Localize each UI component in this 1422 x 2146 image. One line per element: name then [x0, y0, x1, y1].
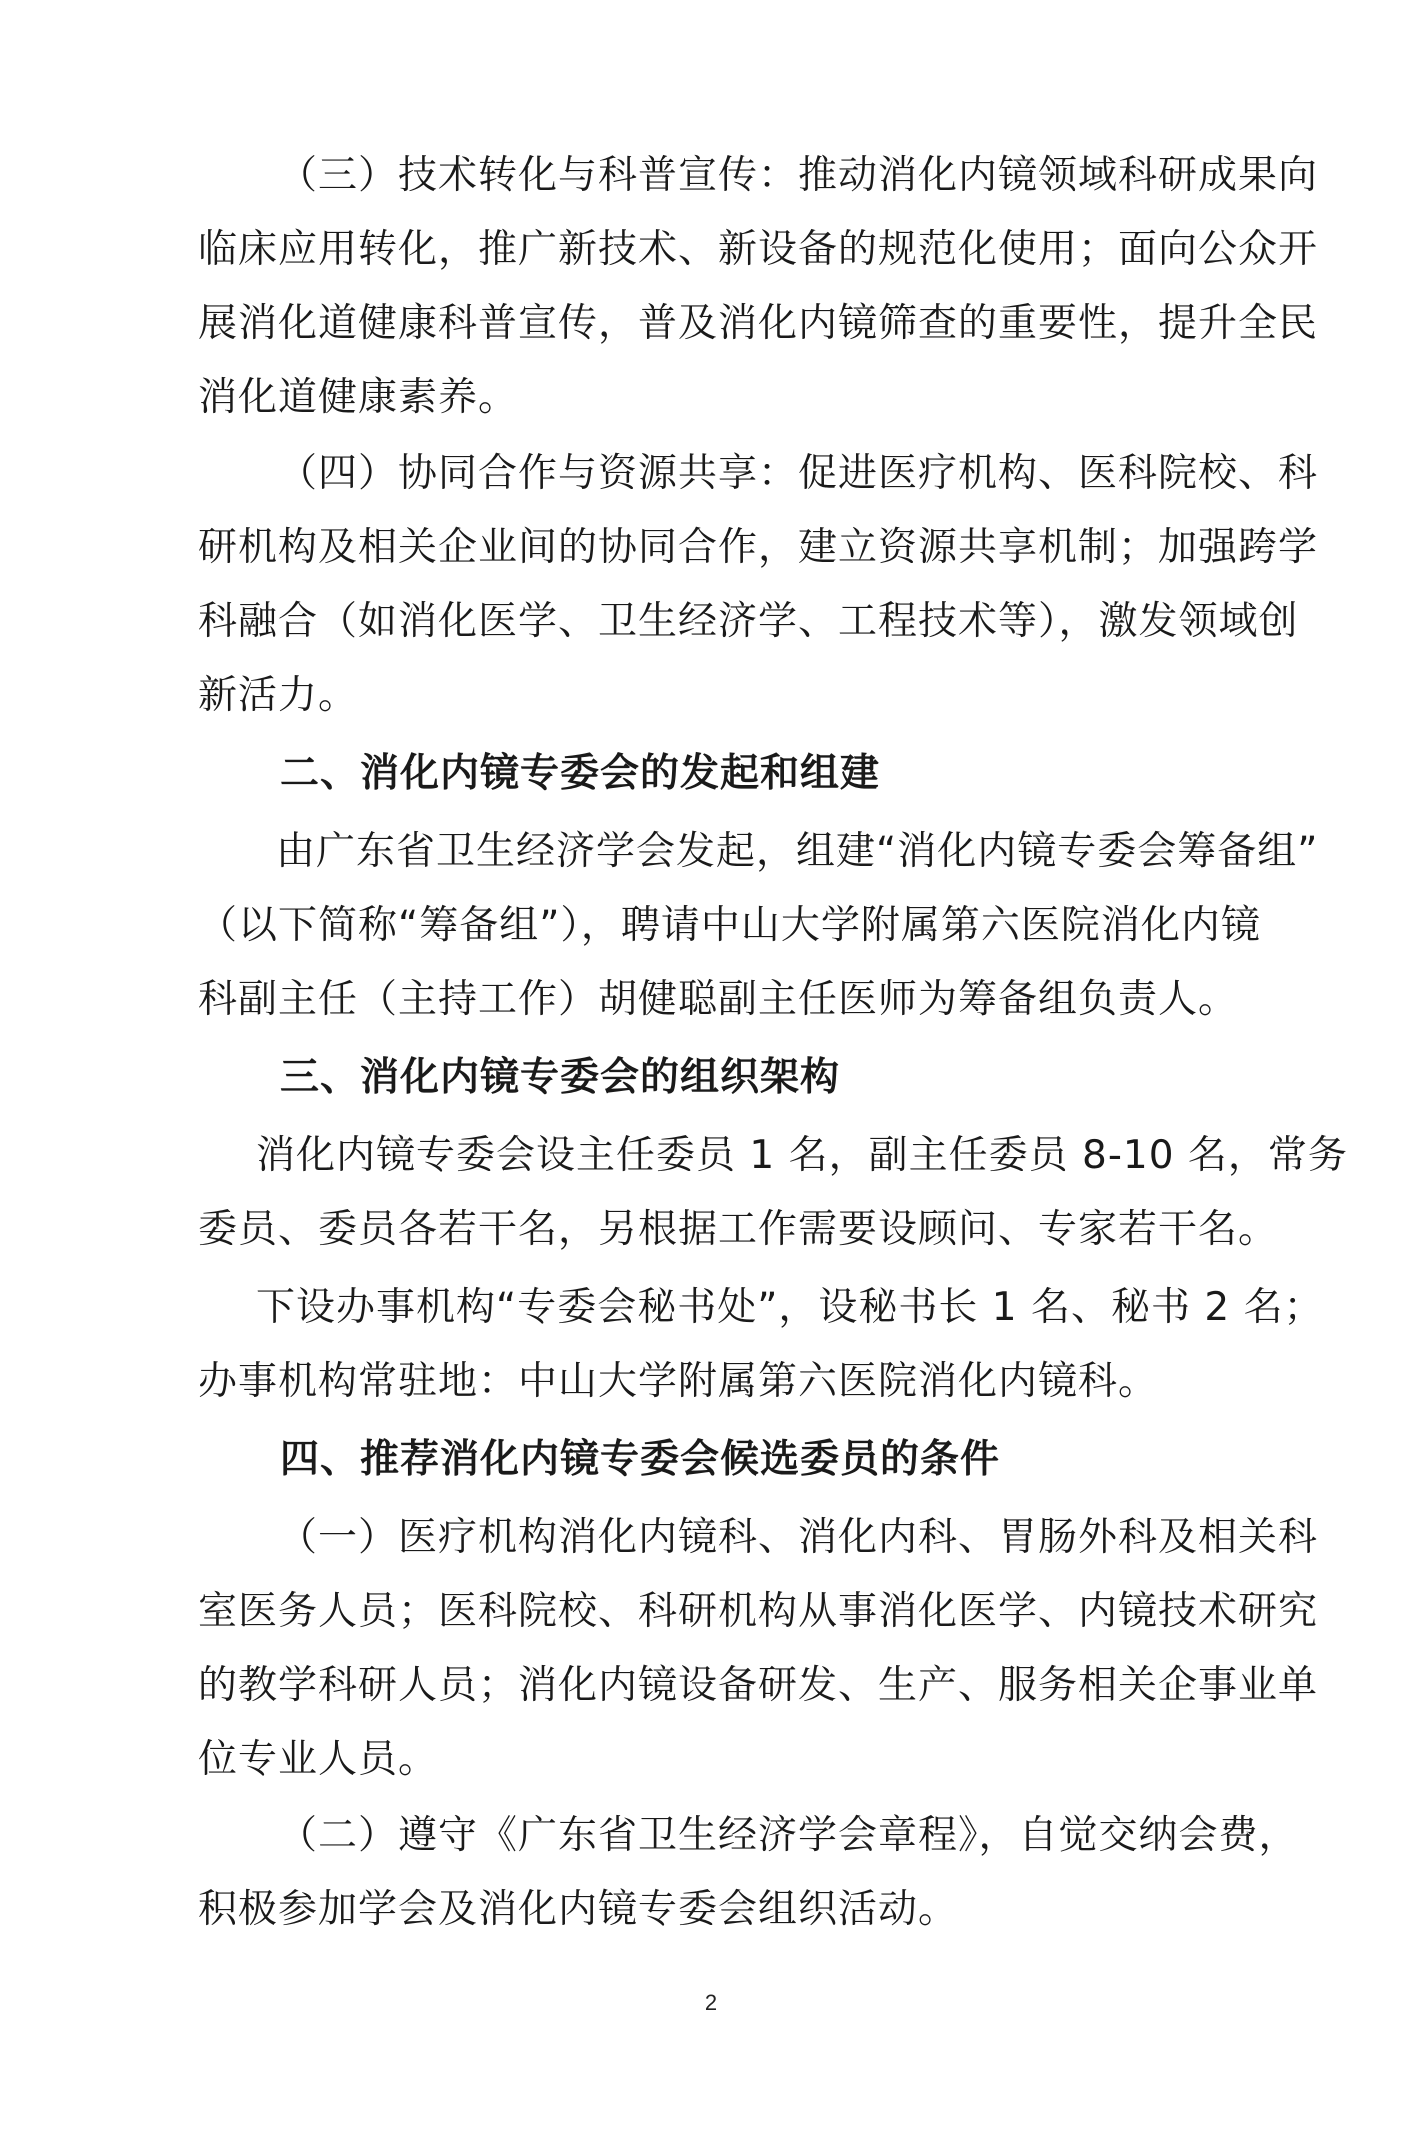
section-2-line-1: 由广东省卫生经济学会发起，组建“消化内镜专委会筹备组” — [276, 829, 1319, 874]
section-4-item-1-line-4: 位专业人员。 — [198, 1737, 439, 1782]
paragraph-3-line-3: 展消化道健康科普宣传，普及消化内镜筛查的重要性，提升全民 — [198, 301, 1319, 346]
section-3-para-1-line-1: 消化内镜专委会设主任委员 1 名，副主任委员 8-10 名，常务 — [256, 1133, 1348, 1178]
section-4-item-1-line-3: 的教学科研人员；消化内镜设备研发、生产、服务相关企事业单 — [198, 1663, 1319, 1708]
section-3-para-1-line-2: 委员、委员各若干名，另根据工作需要设顾问、专家若干名。 — [198, 1207, 1279, 1252]
paragraph-3-line-2: 临床应用转化，推广新技术、新设备的规范化使用；面向公众开 — [198, 227, 1319, 272]
section-4-item-1-line-2: 室医务人员；医科院校、科研机构从事消化医学、内镜技术研究 — [198, 1589, 1319, 1634]
paragraph-4-line-1: （四）协同合作与资源共享：促进医疗机构、医科院校、科 — [278, 451, 1319, 496]
section-4-item-2-line-2: 积极参加学会及消化内镜专委会组织活动。 — [198, 1887, 959, 1932]
section-3-heading: 三、消化内镜专委会的组织架构 — [280, 1055, 841, 1100]
section-2-line-2: （以下简称“筹备组”），聘请中山大学附属第六医院消化内镜 — [198, 903, 1261, 948]
section-2-heading: 二、消化内镜专委会的发起和组建 — [280, 751, 881, 796]
section-3-para-2-line-1: 下设办事机构“专委会秘书处”，设秘书长 1 名、秘书 2 名； — [256, 1285, 1324, 1330]
section-4-heading: 四、推荐消化内镜专委会候选委员的条件 — [280, 1437, 1001, 1482]
section-2-line-3: 科副主任（主持工作）胡健聪副主任医师为筹备组负责人。 — [198, 977, 1239, 1022]
section-4-item-2-line-1: （二）遵守《广东省卫生经济学会章程》，自觉交纳会费， — [278, 1813, 1299, 1858]
paragraph-4-line-3: 科融合（如消化医学、卫生经济学、工程技术等），激发领域创 — [198, 599, 1299, 644]
paragraph-4-line-2: 研机构及相关企业间的协同合作，建立资源共享机制；加强跨学 — [198, 525, 1319, 570]
section-3-para-2-line-2: 办事机构常驻地：中山大学附属第六医院消化内镜科。 — [198, 1359, 1159, 1404]
page-number: 2 — [704, 1990, 718, 2015]
section-4-item-1-line-1: （一）医疗机构消化内镜科、消化内科、胃肠外科及相关科 — [278, 1515, 1319, 1560]
paragraph-3-line-1: （三）技术转化与科普宣传：推动消化内镜领域科研成果向 — [278, 153, 1319, 198]
paragraph-3-line-4: 消化道健康素养。 — [198, 375, 519, 420]
paragraph-4-line-4: 新活力。 — [198, 673, 359, 718]
